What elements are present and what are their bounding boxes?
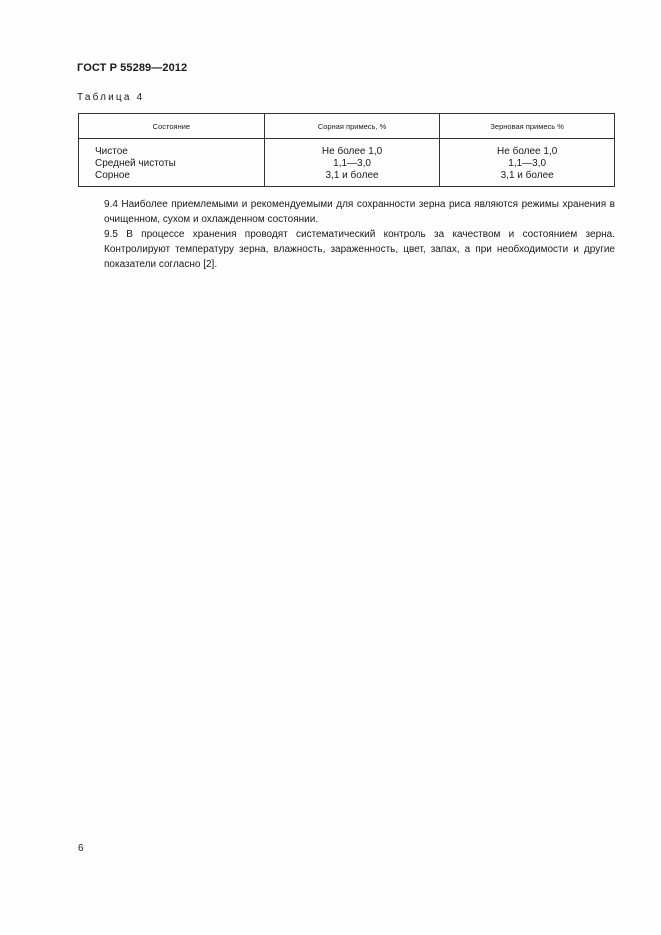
table-cell: Сорное [95,170,130,181]
page-number: 6 [78,843,84,854]
paragraph-9-5 [77,227,615,272]
document-code: ГОСТ Р 55289—2012 [77,62,188,74]
paragraph-text: 9.5 В процессе хранения проводят систематический контроль за качеством и состоянием зерна. Контролируют температуру зерна, влажность, зараженность, цвет, запах, а при необходимости и другие показатели согласно [2]. [104,229,615,270]
table-caption: Таблица 4 [77,92,145,103]
table-body-row [79,139,615,187]
column-header-weed-impurity: Сорная примесь, % [264,114,440,139]
table-header-row [79,114,615,139]
table-cell: 1,1—3,0 [508,158,547,169]
weed-impurity-column-cell [264,139,440,187]
paragraph-text: 9.4 Наиболее приемлемыми и рекомендуемыми для сохранности зерна риса являются режимы хранения в очищенном, сухом и охлажденном состоянии. [104,199,615,225]
table-cell: Чистое [95,146,128,157]
table-cell: Не более 1,0 [497,146,558,157]
column-header-grain-impurity: Зерновая примесь % [440,114,615,139]
paragraph-9-4 [77,197,615,227]
table-cell: Средней чистоты [95,158,176,169]
table-cell: 3,1 и более [325,170,379,181]
table-cell: Не более 1,0 [321,146,383,157]
table-cell: 3,1 и более [500,170,554,181]
column-header-state: Состояние [79,114,265,139]
grain-impurity-column-cell [440,139,615,187]
impurity-table [78,113,615,187]
table-cell: 1,1—3,0 [333,158,371,169]
state-column-cell [79,139,265,187]
